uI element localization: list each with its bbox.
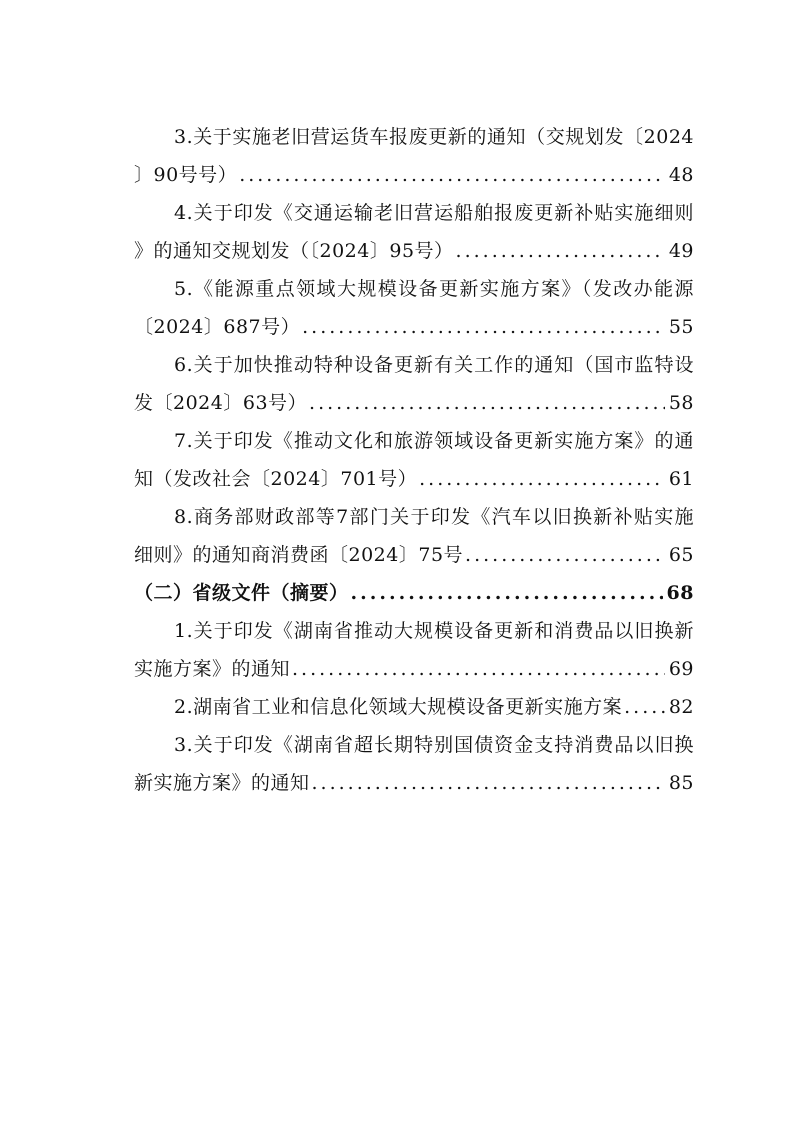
toc-page-number: 55 (668, 316, 694, 338)
toc-entry-title-line1: 4.关于印发《交通运输老旧营运船舶报废更新补贴实施细则 (174, 202, 694, 224)
toc-entry[interactable] (134, 118, 694, 194)
table-of-contents (134, 118, 694, 802)
toc-page-number: 69 (668, 658, 694, 680)
toc-entry-title-line2: 〕90号号） (134, 164, 238, 186)
toc-page-number: 58 (668, 392, 694, 414)
dot-leader (624, 688, 665, 726)
toc-page-number: 65 (668, 544, 694, 566)
toc-entry[interactable] (134, 688, 694, 726)
section-title: （二）省级文件（摘要） (134, 582, 349, 604)
toc-entry-title-line2: 细则》的通知商消费函〔2024〕75号 (134, 544, 464, 566)
toc-entry[interactable] (134, 726, 694, 802)
dot-leader (239, 156, 665, 194)
toc-page-number: 48 (668, 164, 694, 186)
toc-entry-title-line2: 》的通知交规划发（〔2024〕95号） (134, 240, 454, 262)
toc-entry[interactable] (134, 346, 694, 422)
dot-leader (312, 764, 665, 802)
toc-entry-title-line2: 知（发改社会〔2024〕701号） (134, 468, 418, 490)
toc-page-number: 68 (666, 582, 694, 604)
toc-entry[interactable] (134, 422, 694, 498)
toc-entry-title-line2: 〔2024〕687号） (134, 316, 301, 338)
dot-leader (419, 460, 665, 498)
toc-entry[interactable] (134, 194, 694, 270)
toc-entry-title-line1: 7.关于印发《推动文化和旅游领域设备更新实施方案》的通 (174, 430, 694, 452)
toc-entry-title-line2: 实施方案》的通知 (134, 658, 291, 680)
toc-entry-title-line1: 1.关于印发《湖南省推动大规模设备更新和消费品以旧换新 (174, 620, 694, 642)
toc-page-number: 82 (668, 696, 694, 718)
dot-leader (302, 308, 665, 346)
toc-entry-title-line1: 3.关于印发《湖南省超长期特别国债资金支持消费品以旧换 (174, 734, 694, 756)
toc-entry-title-line1: 8.商务部财政部等7部门关于印发《汽车以旧换新补贴实施 (174, 506, 694, 528)
toc-entry-title: 2.湖南省工业和信息化领域大规模设备更新实施方案 (174, 696, 623, 718)
toc-entry-title-line2: 新实施方案》的通知 (134, 772, 310, 794)
toc-entry[interactable] (134, 270, 694, 346)
toc-entry-title-line2: 发〔2024〕63号） (134, 392, 308, 414)
toc-page-number: 49 (668, 240, 694, 262)
dot-leader (292, 650, 665, 688)
toc-section-heading[interactable] (134, 574, 694, 612)
toc-entry[interactable] (134, 498, 694, 574)
dot-leader (351, 574, 663, 612)
toc-entry-title-line1: 5.《能源重点领域大规模设备更新实施方案》（发改办能源 (174, 278, 694, 300)
toc-page-number: 61 (668, 468, 694, 490)
toc-entry[interactable] (134, 612, 694, 688)
toc-entry-title-line1: 3.关于实施老旧营运货车报废更新的通知（交规划发〔2024 (174, 126, 694, 148)
toc-page-number: 85 (668, 772, 694, 794)
dot-leader (309, 384, 665, 422)
dot-leader (465, 536, 665, 574)
toc-entry-title-line1: 6.关于加快推动特种设备更新有关工作的通知（国市监特设 (174, 354, 694, 376)
dot-leader (456, 232, 665, 270)
